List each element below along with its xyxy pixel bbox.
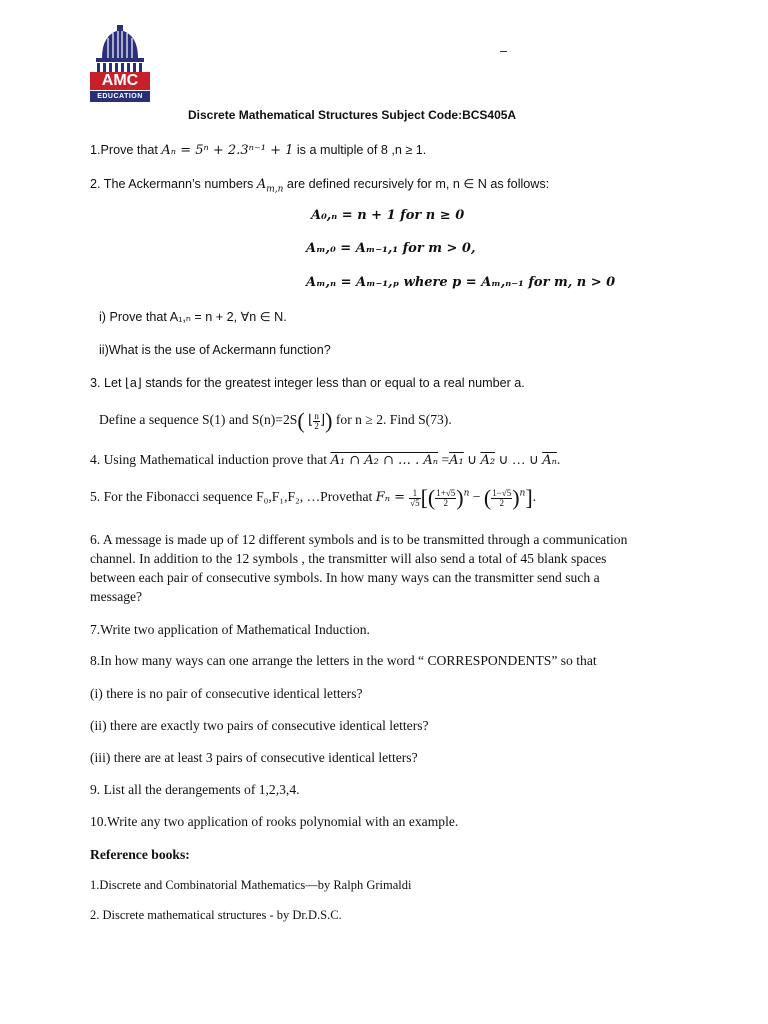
question-9: 9. List all the derangements of 1,2,3,4. <box>90 782 300 797</box>
q3-line-2 <box>99 408 452 434</box>
q8-part-i: (i) there is no pair of consecutive identical letters? <box>90 686 363 701</box>
question-7: 7.Write two application of Mathematical Induction. <box>90 622 370 637</box>
q8-stem: 8.In how many ways can one arrange the letters in the word “ CORRESPONDENTS” so that <box>90 653 597 668</box>
q5-pow-a: n <box>463 488 470 499</box>
q3-frac-den: 2 <box>314 420 319 431</box>
q4-r1: A₁ <box>449 453 464 468</box>
q5-coef <box>409 489 420 508</box>
q4-r2: A₂ <box>480 453 496 468</box>
q4-end: . <box>556 452 561 467</box>
q2-symbol <box>256 177 284 195</box>
q2-symbol-letter: A <box>256 177 267 192</box>
q6-line-1: 6. A message is made up of 12 different symbols and is to be transmitted through a communication <box>90 532 628 547</box>
q5-coef-num: 1 <box>409 489 420 499</box>
q2-equation-3: Aₘ,ₙ = Aₘ₋₁,ₚ where p = Aₘ,ₙ₋₁ for m, n > 0 <box>306 275 616 290</box>
q5-frac-a <box>435 489 456 508</box>
q8-part-iii: (iii) there are at least 3 pairs of consecutive identical letters? <box>90 750 418 765</box>
q1-text: 1.Prove that <box>90 143 162 157</box>
q4-r3: $\overline{A_n}$ <box>542 453 557 468</box>
q5-frac-b-num: 1−√5 <box>492 487 512 498</box>
q3-floor-left: ⌊ <box>308 412 314 428</box>
q2-part-ii: ii)What is the use of Ackermann function? <box>99 343 331 357</box>
q5-paren-b-open: ( <box>483 485 492 510</box>
q3-line-2-b: for n ≥ 2. Find S(73). <box>332 412 452 428</box>
logo-text: AMC <box>101 72 139 89</box>
q5-frac-a-num: 1+√5 <box>436 487 456 498</box>
question-1 <box>90 143 426 158</box>
q5-text: 5. For the Fibonacci sequence F₀,F₁,F₂, …Provethat <box>90 489 376 505</box>
q5-bracket-open: [ <box>420 485 428 510</box>
q5-frac-b <box>491 489 512 508</box>
header-dash: – <box>500 44 508 58</box>
q4-eq: = <box>438 452 450 467</box>
page-title: Discrete Mathematical Structures Subject Code:BCS405A <box>188 108 517 122</box>
question-4 <box>90 452 560 468</box>
q3-paren-close: ) <box>325 408 333 433</box>
q3-paren-open: ( <box>297 408 305 433</box>
references-heading: Reference books: <box>90 847 190 862</box>
q2-equation-1: A₀,ₙ = n + 1 for n ≥ 0 <box>311 208 465 223</box>
question-10: 10.Write any two application of rooks polynomial with an example. <box>90 814 459 829</box>
q5-end: . <box>532 489 537 505</box>
q6-line-3: between each pair of consecutive symbols. In how many ways can the transmitter send such a <box>90 570 600 585</box>
q4-u1: ∪ <box>463 452 481 467</box>
reference-item-1: 1.Discrete and Combinatorial Mathematics—by Ralph Grimaldi <box>90 878 412 892</box>
amc-logo <box>88 24 152 104</box>
q8-part-ii: (ii) there are exactly two pairs of consecutive identical letters? <box>90 718 429 733</box>
question-5: 5. For the Fibonacci sequence F₀,F₁,F₂, …Provethat Fₙ = $\frac{1}{√5}$ [( $\frac{1+√5}{2}$ )$^n$ − ( $\frac{1-√5}{2}$ )$^n$]. <box>90 485 537 510</box>
q2-intro: 2. The Ackermann’s numbers <box>90 177 257 191</box>
q3-line-2-a: Define a sequence S(1) and S(n)=2S <box>99 412 298 428</box>
q5-paren-a-close: ) <box>456 485 464 510</box>
logo-subtext: EDUCATION <box>97 93 143 100</box>
q2-intro-tail: are defined recursively for m, n ∈ N as follows: <box>283 177 550 191</box>
q5-pow-b: n <box>519 488 526 499</box>
q2-part-i: i) Prove that A₁,ₙ = n + 2, ∀n ∈ N. <box>99 310 287 324</box>
q5-paren-a-open: ( <box>427 485 436 510</box>
q5-frac-a-den: 2 <box>443 497 448 508</box>
q5-frac-b-den: 2 <box>499 497 504 508</box>
q4-u2: ∪ … ∪ <box>495 452 543 467</box>
q3-line-1: 3. Let ⌊a⌋ stands for the greatest integer less than or equal to a real number a. <box>90 376 525 390</box>
q4-lhs: A₁ ∩ A₂ ∩ … . Aₙ <box>330 453 439 468</box>
q1-formula: Aₙ = 5ⁿ + 2.3ⁿ⁻¹ + 1 <box>161 143 294 158</box>
reference-item-2: 2. Discrete mathematical structures - by Dr.D.S.C. <box>90 908 342 922</box>
q5-bracket-close: ] <box>525 485 533 510</box>
q1-tail: is a multiple of 8 ,n ≥ 1. <box>293 143 427 157</box>
question-2 <box>90 176 549 195</box>
q2-symbol-sub: m,n <box>266 184 284 195</box>
q3-floor-right: ⌋ <box>319 412 326 428</box>
q6-line-4: message? <box>90 589 143 604</box>
q4-text: 4. Using Mathematical induction prove that <box>90 452 331 467</box>
q5-coef-den: √5 <box>410 497 420 508</box>
q5-paren-b-close: ) <box>512 485 520 510</box>
q3-frac-num: n <box>314 410 319 421</box>
q5-fn: Fₙ = <box>375 490 410 506</box>
q6-line-2: channel. In addition to the 12 symbols , the transmitter will also send a total of 45 blank spaces <box>90 551 607 566</box>
q2-equation-2: Aₘ,₀ = Aₘ₋₁,₁ for m > 0, <box>306 241 476 256</box>
